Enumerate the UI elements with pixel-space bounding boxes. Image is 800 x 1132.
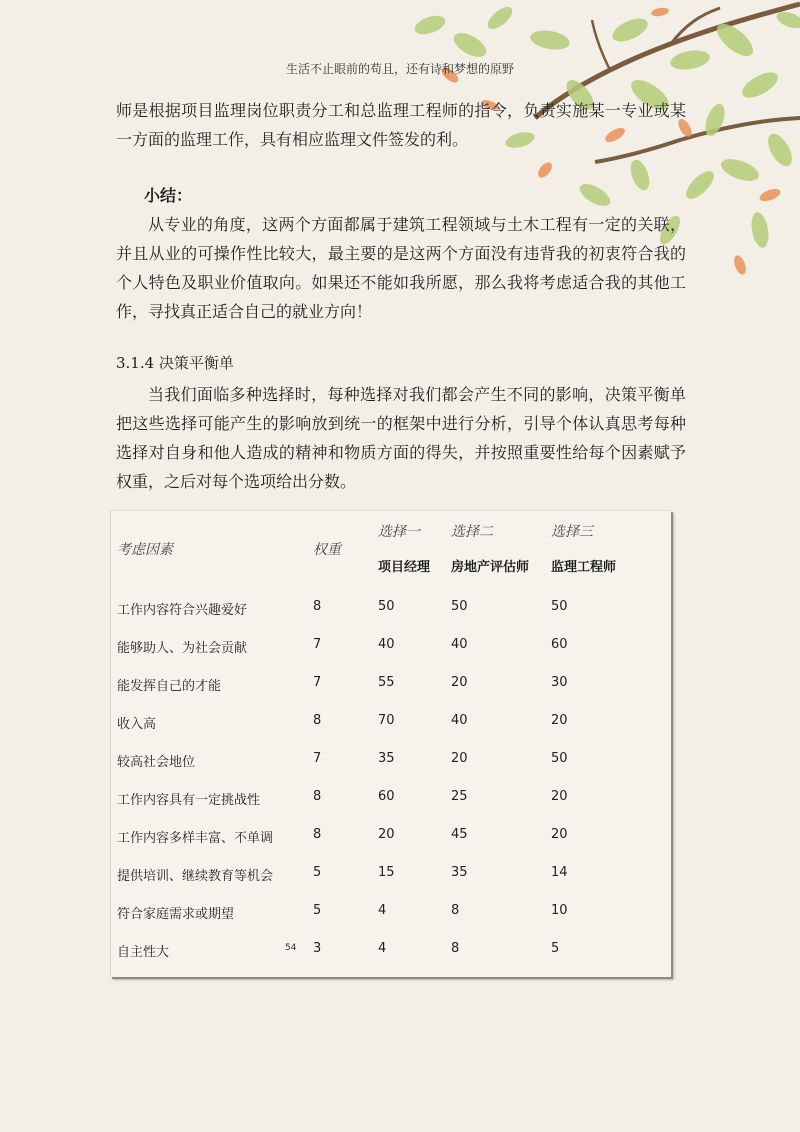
header-option-3: 监理工程师 [551,560,617,575]
cell-weight: 8 [313,599,322,614]
cell-score-1: 4 [378,941,387,956]
header-choice-3: 选择三 [551,524,593,540]
cell-score-3: 10 [551,903,568,918]
cell-score-2: 20 [451,751,468,766]
table-row [111,675,671,695]
table-row [111,751,671,771]
header-option-1: 项目经理 [378,560,431,575]
paragraph-intro: 师是根据项目监理岗位职责分工和总监理工程师的指令，负责实施某一专业或某一方面的监理工作，具有相应监理文件签发的利。 [116,101,686,149]
cell-weight: 7 [313,637,322,652]
cell-score-3: 20 [551,789,568,804]
cell-factor: 符合家庭需求或期望 [117,907,235,922]
summary-body: 从专业的角度，这两个方面都属于建筑工程领域与土木工程有一定的关联，并且从业的可操作性比较大，最主要的是这两个方面没有违背我的初衷符合我的个人特色及职业价值取向。如果还不能如我所愿，那么我将考虑适合我的其他工作，寻找真正适合自己的就业方向！ [116,215,686,321]
cell-weight: 8 [313,827,322,842]
cell-score-3: 30 [551,675,568,690]
cell-score-3: 5 [551,941,560,956]
page-header: 生活不止眼前的苟且，还有诗和梦想的原野 [285,62,514,76]
cell-score-1: 60 [378,789,395,804]
table-row [111,865,671,885]
summary-title: 小结： [144,186,193,205]
table-row [111,637,671,657]
cell-score-1: 70 [378,713,395,728]
table-row [111,713,671,733]
cell-score-1: 20 [378,827,395,842]
cell-factor: 工作内容具有一定挑战性 [117,793,261,808]
cell-score-3: 14 [551,865,568,880]
table-row [111,827,671,847]
cell-score-2: 20 [451,675,468,690]
cell-score-3: 20 [551,827,568,842]
cell-weight: 5 [313,903,322,918]
table-row [111,903,671,923]
cell-factor: 工作内容多样丰富、不单调 [117,831,274,846]
cell-weight: 8 [313,789,322,804]
header-choice-1: 选择一 [378,524,420,540]
cell-score-2: 35 [451,865,468,880]
decision-balance-table [110,510,671,977]
cell-weight: 7 [313,751,322,766]
table-row [111,599,671,619]
cell-score-1: 15 [378,865,395,880]
header-weight: 权重 [313,542,341,558]
cell-score-2: 50 [451,599,468,614]
cell-weight: 3 [313,941,322,956]
cell-score-1: 40 [378,637,395,652]
table-row [111,789,671,809]
cell-factor: 收入高 [117,717,157,732]
section-body: 当我们面临多种选择时，每种选择对我们都会产生不同的影响，决策平衡单把这些选择可能产生的影响放到统一的框架中进行分析，引导个体认真思考每种选择对自身和他人造成的精神和物质方面的得失，并按照重要性给每个因素赋予权重，之后对每个选项给出分数。 [116,385,686,491]
cell-score-3: 20 [551,713,568,728]
cell-score-2: 45 [451,827,468,842]
cell-score-3: 50 [551,599,568,614]
cell-score-3: 60 [551,637,568,652]
cell-score-1: 55 [378,675,395,690]
cell-score-2: 8 [451,903,460,918]
cell-score-1: 50 [378,599,395,614]
cell-score-2: 40 [451,713,468,728]
cell-weight: 7 [313,675,322,690]
cell-factor: 自主性大 [117,945,170,960]
cell-weight: 8 [313,713,322,728]
cell-factor: 能发挥自己的才能 [117,679,222,694]
section-heading: 3.1.4 决策平衡单 [116,354,234,372]
cell-score-2: 25 [451,789,468,804]
cell-score-2: 8 [451,941,460,956]
cell-factor: 工作内容符合兴趣爱好 [117,603,248,618]
page-number: 54 [285,943,297,953]
header-option-2: 房地产评估师 [451,560,530,575]
header-choice-2: 选择二 [451,524,493,540]
cell-score-1: 35 [378,751,395,766]
cell-score-1: 4 [378,903,387,918]
cell-weight: 5 [313,865,322,880]
table-row [111,941,671,961]
cell-score-3: 50 [551,751,568,766]
cell-factor: 提供培训、继续教育等机会 [117,869,274,884]
header-factor: 考虑因素 [117,542,173,558]
cell-score-2: 40 [451,637,468,652]
cell-factor: 能够助人、为社会贡献 [117,641,248,656]
cell-factor: 较高社会地位 [117,755,196,770]
